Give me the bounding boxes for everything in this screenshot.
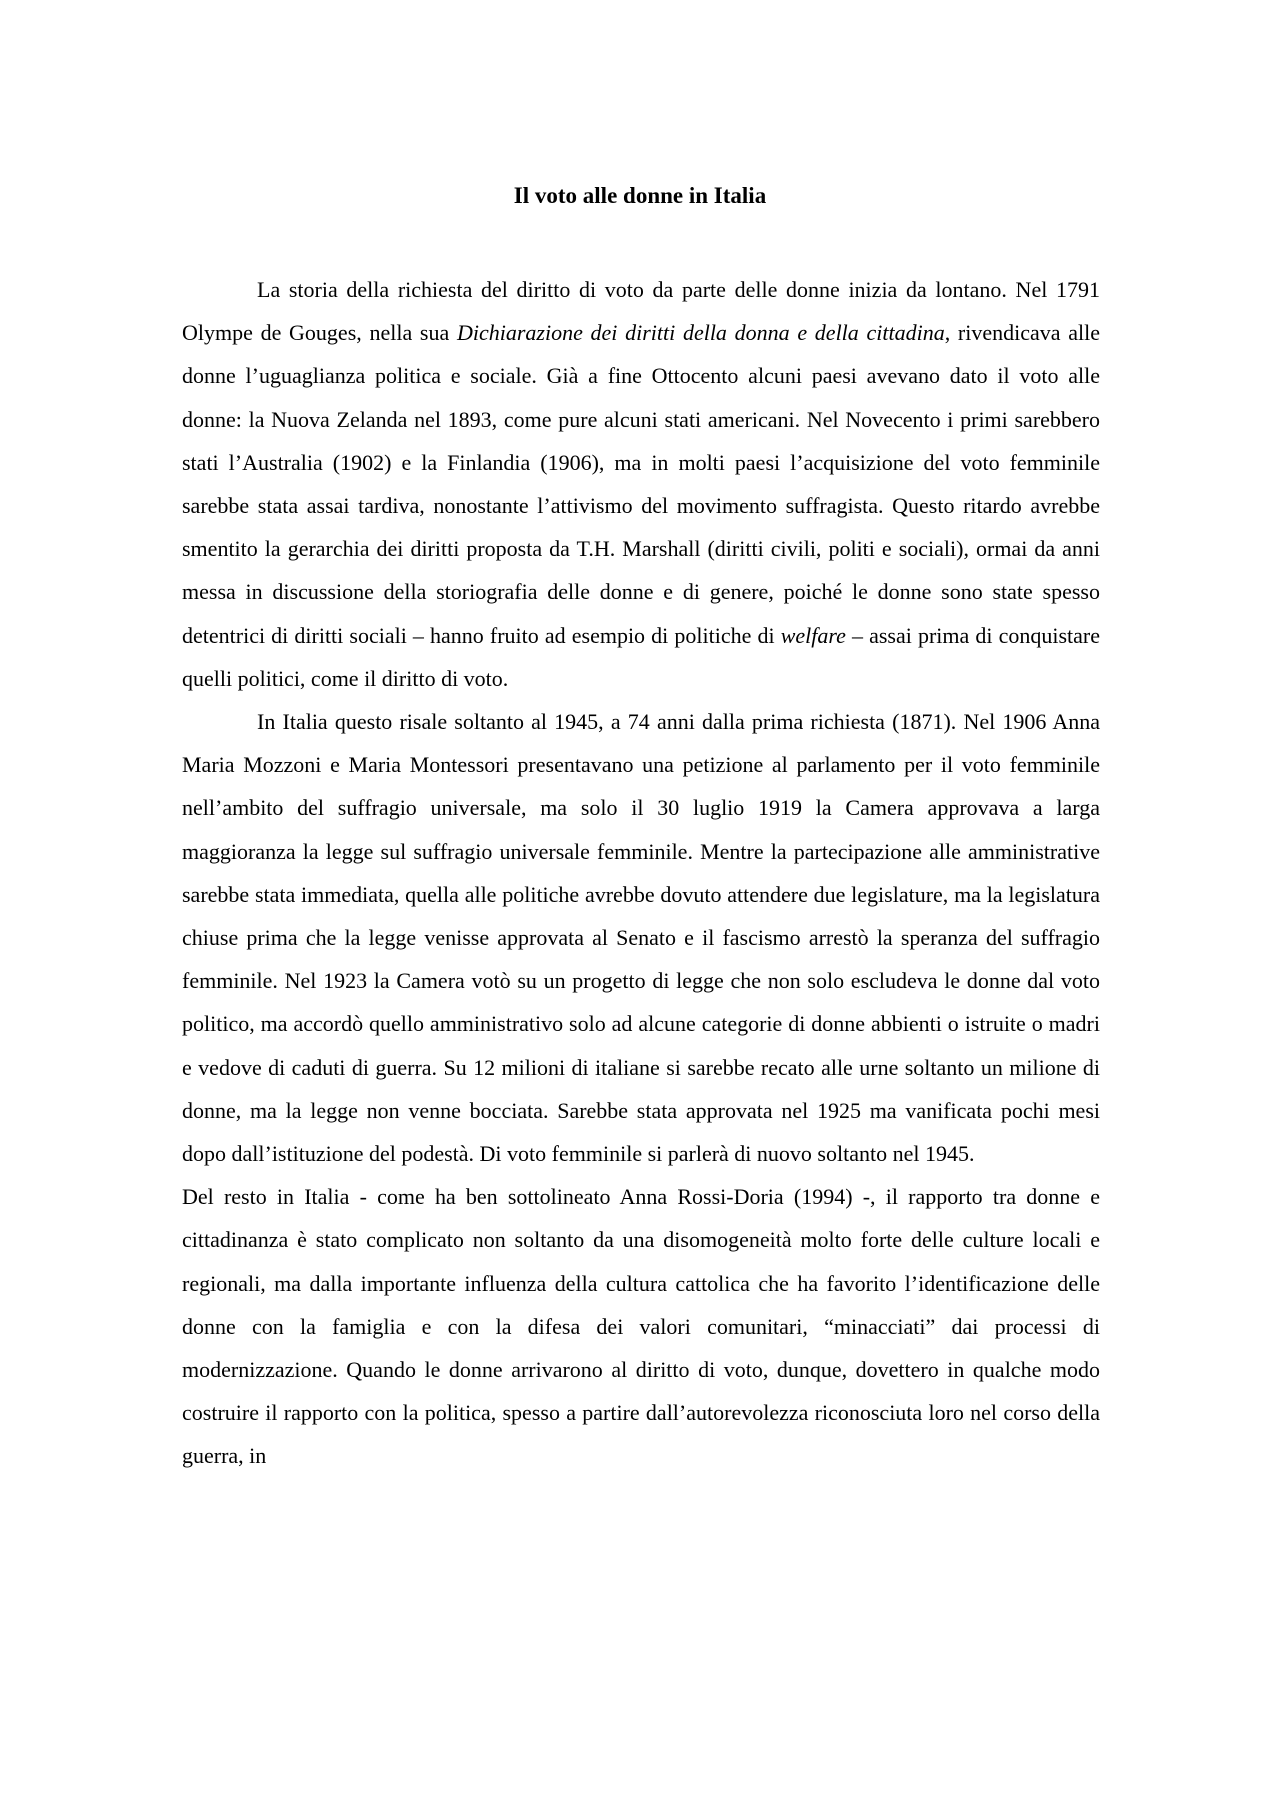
paragraph-rossi-doria: Del resto in Italia - come ha ben sottolineato Anna Rossi-Doria (1994) -, il rapporto tra donne e cittadinanza è stato complicato non soltanto da una disomogeneità molto forte delle culture locali e regionali, ma dalla importante influenza della cultura cattolica che ha favorito l’identificazione delle donne con la famiglia e con la difesa dei valori comunitari, “minacciati” dai processi di modernizzazione. Quando le donne arrivarono al diritto di voto, dunque, dovettero in qualche modo costruire il rapporto con la politica, spesso a partire dall’autorevolezza riconosciuta loro nel corso della guerra, in — [182, 1184, 1100, 1469]
declaration-title-italic: Dichiarazione dei diritti della donna e della cittadina — [456, 320, 945, 346]
paragraph-italy-history: In Italia questo risale soltanto al 1945, a 74 anni dalla prima richiesta (1871). Nel 1906 Anna Maria Mozzoni e Maria Montessori presentavano una petizione al parlamento per il voto femminile nell’ambito del suffragio universale, ma solo il 30 luglio 1919 la Camera approvava a larga maggioranza la legge sul suffragio universale femminile. Mentre la partecipazione alle amministrative sarebbe stata immediata, quella alle politiche avrebbe dovuto attendere due legislature, ma la legislatura chiuse prima che la legge venisse approvata al Senato e il fascismo arrestò la speranza del suffragio femminile. Nel 1923 la Camera votò su un progetto di legge che non solo escludeva le donne dal voto politico, ma accordò quello amministrativo solo ad alcune categorie di donne abbienti o istruite o madri e vedove di caduti di guerra. Su 12 milioni di italiane si sarebbe recato alle urne soltanto un milione di donne, ma la legge non venne bocciata. Sarebbe stata approvata nel 1925 ma vanificata pochi mesi dopo dall’istituzione del podestà. Di voto femminile si parlerà di nuovo soltanto nel 1945. — [182, 709, 1100, 1167]
document-body — [182, 268, 1100, 1478]
welfare-italic: welfare — [780, 622, 846, 648]
paragraph-1-text-a: La storia della richiesta del diritto di voto da parte delle donne inizia da lontano. Nel 1791 Olympe de Gouges, nella sua — [182, 277, 1100, 346]
paragraph-origins — [182, 268, 1100, 700]
document-title: Il voto alle donne in Italia — [513, 183, 767, 208]
paragraph-1-text-b: , rivendicava alle donne l’uguaglianza politica e sociale. Già a fine Ottocento alcuni paesi avevano dato il voto alle donne: la Nuova Zelanda nel 1893, come pure alcuni stati americani. Nel Novecento i primi sarebbero stati l’Australia (1902) e la Finlandia (1906), ma in molti paesi l’acquisizione del voto femminile sarebbe stata assai tardiva, nonostante l’attivismo del movimento suffragista. Questo ritardo avrebbe smentito la gerarchia dei diritti proposta da T.H. Marshall (diritti civili, politi e sociali), ormai da anni messa in discussione della storiografia delle donne e di genere, poiché le donne sono state spesso detentrici di diritti sociali – hanno fruito ad esempio di politiche di — [182, 320, 1100, 648]
paragraph-1-text-c: – assai prima di conquistare quelli politici, come il diritto di voto. — [182, 622, 1100, 691]
